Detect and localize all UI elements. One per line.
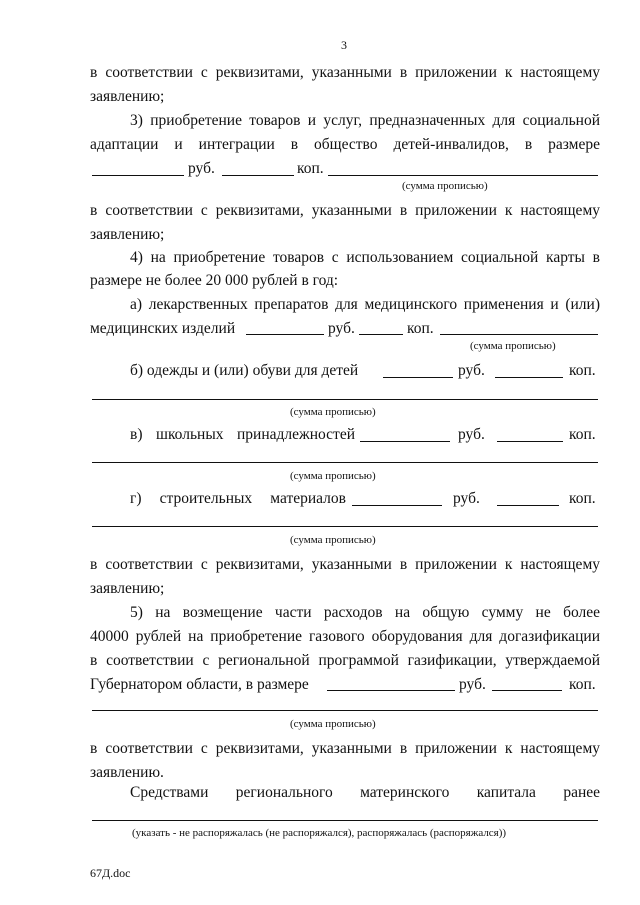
amount-blank[interactable] (92, 175, 184, 176)
text-line: руб. (459, 676, 486, 693)
amount-words-blank[interactable] (440, 334, 598, 335)
amount-words-blank[interactable] (92, 710, 598, 711)
amount-blank[interactable] (495, 377, 563, 378)
text-line: адаптации и интеграции в общество детей-инвалидов, в размере (90, 136, 600, 153)
text-line: в соответствии с региональной программой газификации, утверждаемой (90, 652, 600, 669)
text-line: а) лекарственных препаратов для медицинского применения и (или) (130, 296, 600, 313)
amount-blank[interactable] (327, 690, 455, 691)
document-filename: 67Д.doc (90, 866, 131, 880)
text-line: медицинских изделий (90, 320, 236, 337)
caption: (сумма прописью) (290, 406, 376, 418)
answer-blank[interactable] (92, 820, 598, 821)
text-line: б) одежды и (или) обуви для детей (130, 362, 359, 379)
text-line: размере не более 20 000 рублей в год: (90, 272, 339, 289)
text-line: 3) приобретение товаров и услуг, предназначенных для социальной (130, 112, 600, 129)
amount-blank[interactable] (497, 505, 559, 506)
text-line: 40000 рублей на приобретение газового оборудования для догазификации (90, 628, 600, 645)
text-line: руб. (458, 426, 485, 443)
page-number: 3 (341, 38, 347, 52)
caption: (указать - не распоряжалась (не распоряжался), распоряжалась (распоряжался)) (132, 827, 507, 839)
text-line: руб. (458, 362, 485, 379)
amount-words-blank[interactable] (92, 462, 598, 463)
text-line: Губернатором области, в размере (90, 676, 309, 693)
text-line: в соответствии с реквизитами, указанными в приложении к настоящему (90, 740, 600, 757)
text-line: коп. (569, 676, 596, 693)
text-line: заявлению. (90, 764, 164, 781)
text-line: руб. (453, 490, 480, 507)
amount-words-blank[interactable] (328, 175, 598, 176)
amount-blank[interactable] (246, 334, 324, 335)
caption: (сумма прописью) (402, 180, 488, 192)
amount-blank[interactable] (359, 334, 403, 335)
text-line: коп. (569, 362, 596, 379)
text-line: коп. (569, 490, 596, 507)
amount-blank[interactable] (352, 505, 442, 506)
text-line: в соответствии с реквизитами, указанными в приложении к настоящему (90, 556, 600, 573)
amount-words-blank[interactable] (92, 399, 598, 400)
text-line: в) школьных принадлежностей (130, 426, 355, 443)
text-line: в соответствии с реквизитами, указанными в приложении к настоящему (90, 202, 600, 219)
amount-blank[interactable] (492, 690, 562, 691)
text-line: в соответствии с реквизитами, указанными в приложении к настоящему (90, 64, 600, 81)
text-line: коп. (569, 426, 596, 443)
caption: (сумма прописью) (290, 534, 376, 546)
text-line: заявлению; (90, 226, 165, 243)
amount-blank[interactable] (383, 377, 453, 378)
text-line: коп. (407, 320, 434, 337)
amount-words-blank[interactable] (92, 526, 598, 527)
caption: (сумма прописью) (290, 718, 376, 730)
caption: (сумма прописью) (290, 470, 376, 482)
text-line: руб. (188, 160, 215, 177)
text-line: заявлению; (90, 88, 165, 105)
text-line: 4) на приобретение товаров с использованием социальной карты в (130, 249, 600, 266)
text-line: г) строительных материалов (130, 490, 346, 507)
text-line: Средствами регионального материнского капитала ранее (130, 784, 600, 801)
text-line: заявлению; (90, 580, 165, 597)
amount-blank[interactable] (360, 441, 450, 442)
amount-blank[interactable] (222, 175, 294, 176)
text-line: коп. (297, 160, 324, 177)
text-line: 5) на возмещение части расходов на общую сумму не более (130, 604, 600, 621)
text-line: руб. (328, 320, 355, 337)
caption: (сумма прописью) (470, 340, 556, 352)
amount-blank[interactable] (497, 441, 563, 442)
